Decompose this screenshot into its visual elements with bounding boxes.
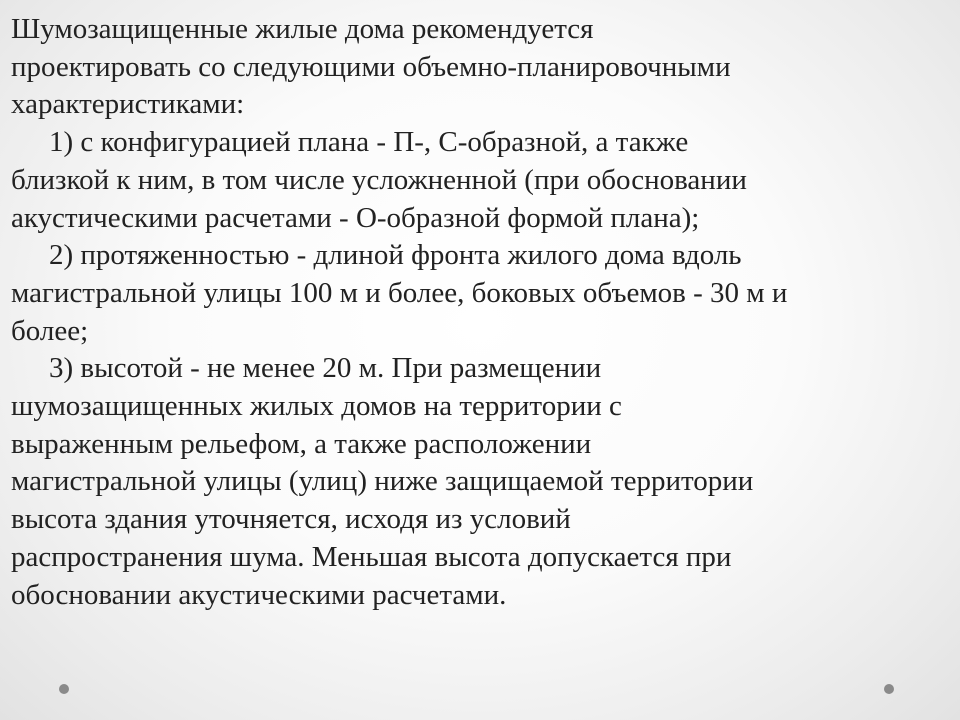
decorative-dot-left [59, 684, 69, 694]
text-line: обосновании акустическими расчетами. [11, 578, 507, 611]
list-item-3 [11, 350, 951, 614]
text-line: близкой к ним, в том числе усложненной (при обосновании [11, 163, 747, 196]
text-line: проектировать со следующими объемно-планировочными [11, 50, 731, 83]
text-line: акустическими расчетами - О-образной формой плана); [11, 201, 700, 234]
text-line: высота здания уточняется, исходя из условий [11, 503, 571, 536]
slide-body-text [11, 11, 951, 614]
text-line: характеристиками: [11, 88, 245, 121]
text-line: Шумозащищенные жилые дома рекомендуется [11, 13, 594, 45]
text-line: 1) с конфигурацией плана - П-, С-образной, а также [49, 126, 689, 159]
text-line: магистральной улицы (улиц) ниже защищаемой территории [11, 465, 754, 498]
intro-paragraph [11, 11, 951, 124]
text-line: выраженным рельефом, а также расположении [11, 427, 592, 460]
text-line: более; [11, 314, 89, 347]
text-line: распространения шума. Меньшая высота допускается при [11, 540, 732, 573]
decorative-dot-right [884, 684, 894, 694]
text-line: 3) высотой - не менее 20 м. При размещении [49, 352, 602, 385]
text-line: 2) протяженностью - длиной фронта жилого дома вдоль [49, 239, 742, 272]
list-item-1 [11, 124, 951, 237]
text-line: магистральной улицы 100 м и более, боковых объемов - 30 м и [11, 276, 788, 309]
text-line: шумозащищенных жилых домов на территории с [11, 390, 622, 423]
list-item-2 [11, 237, 951, 350]
